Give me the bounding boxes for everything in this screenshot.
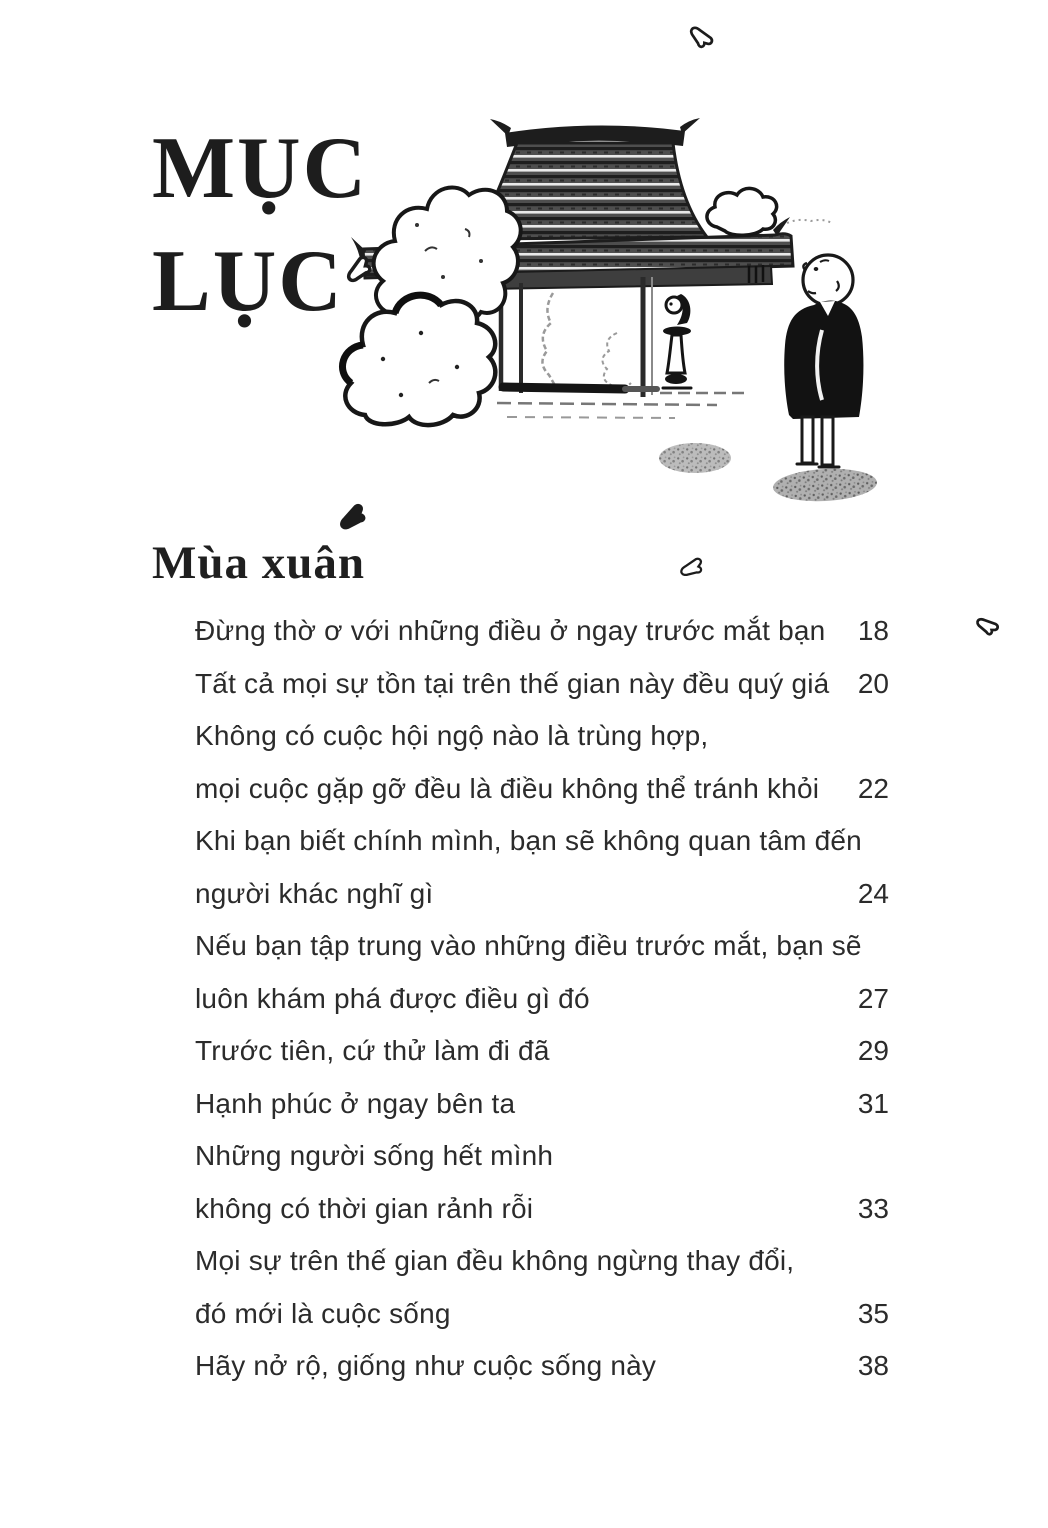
toc-entry-line [195, 1025, 889, 1078]
toc-entry [195, 710, 889, 815]
toc-entry-title: mọi cuộc gặp gỡ đều là điều không thể tránh khỏi [195, 772, 820, 804]
toc-entry-page-number: 33 [857, 1192, 889, 1224]
toc-entry-title: luôn khám phá được điều gì đó [195, 982, 590, 1014]
toc-entry-line [195, 1235, 889, 1288]
monk-figure [784, 255, 863, 467]
shadow-spot [659, 443, 731, 473]
toc-entry-title: Không có cuộc hội ngộ nào là trùng hợp, [195, 720, 709, 752]
section-heading: Mùa xuân [152, 537, 366, 589]
toc-entry-title: người khác nghĩ gì [195, 877, 434, 909]
toc-entry-page-number: 24 [857, 877, 889, 909]
toc-entry-line [195, 1130, 889, 1183]
page-title-line2: LỤC [152, 233, 344, 330]
leaf-icon [688, 26, 715, 50]
toc-entry-line [195, 605, 889, 658]
temple-posts [497, 277, 745, 418]
shrine-statue [663, 294, 691, 388]
toc-entry [195, 1235, 889, 1340]
toc-entry-page-number: 38 [857, 1350, 889, 1382]
toc-entry-title: Đừng thờ ơ với những điều ở ngay trước mắt bạn [195, 615, 826, 647]
page-title-line1: MỤC [152, 120, 369, 217]
leaf-icon [680, 556, 706, 579]
toc-list [195, 605, 889, 1393]
toc-entry-line [195, 1183, 889, 1236]
toc-entry [195, 1340, 889, 1393]
toc-entry-page-number: 31 [857, 1087, 889, 1119]
toc-entry-title: không có thời gian rảnh rỗi [195, 1192, 534, 1224]
toc-entry [195, 1078, 889, 1131]
toc-entry-page-number: 29 [857, 1035, 889, 1067]
toc-entry-line [195, 710, 889, 763]
toc-entry-page-number: 22 [857, 772, 889, 804]
toc-entry-line [195, 658, 889, 711]
toc-entry [195, 920, 889, 1025]
toc-entry-line [195, 1288, 889, 1341]
page-title [152, 112, 368, 338]
leaf-icon [976, 612, 1000, 641]
toc-entry [195, 605, 889, 658]
toc-entry-title: đó mới là cuộc sống [195, 1297, 451, 1329]
toc-entry-line [195, 920, 889, 973]
toc-entry-title: Trước tiên, cứ thử làm đi đã [195, 1035, 550, 1067]
toc-entry-line [195, 973, 889, 1026]
temple-illustration [325, 15, 895, 585]
leaf-icon [338, 503, 370, 531]
toc-entry-line [195, 1340, 889, 1393]
toc-entry [195, 658, 889, 711]
toc-entry-title: Hãy nở rộ, giống như cuộc sống này [195, 1350, 657, 1382]
toc-entry-title: Mọi sự trên thế gian đều không ngừng thay đổi, [195, 1245, 795, 1277]
toc-entry-title: Nếu bạn tập trung vào những điều trước mắt, bạn sẽ [195, 930, 862, 962]
toc-entry [195, 815, 889, 920]
toc-entry-page-number: 18 [857, 615, 889, 647]
toc-entry-page-number: 27 [857, 982, 889, 1014]
toc-entry-page-number: 20 [857, 667, 889, 699]
toc-entry-line [195, 868, 889, 921]
toc-entry-line [195, 815, 889, 868]
toc-entry-title: Những người sống hết mình [195, 1140, 554, 1172]
toc-entry-page-number: 35 [857, 1297, 889, 1329]
toc-entry-title: Khi bạn biết chính mình, bạn sẽ không quan tâm đến [195, 825, 862, 857]
toc-entry-line [195, 763, 889, 816]
shadow-spot [772, 466, 878, 503]
toc-entry-line [195, 1078, 889, 1131]
toc-entry [195, 1130, 889, 1235]
bush-illustration [707, 188, 777, 235]
toc-entry [195, 1025, 889, 1078]
toc-entry-title: Tất cả mọi sự tồn tại trên thế gian này đều quý giá [195, 667, 830, 699]
toc-entry-title: Hạnh phúc ở ngay bên ta [195, 1087, 516, 1119]
